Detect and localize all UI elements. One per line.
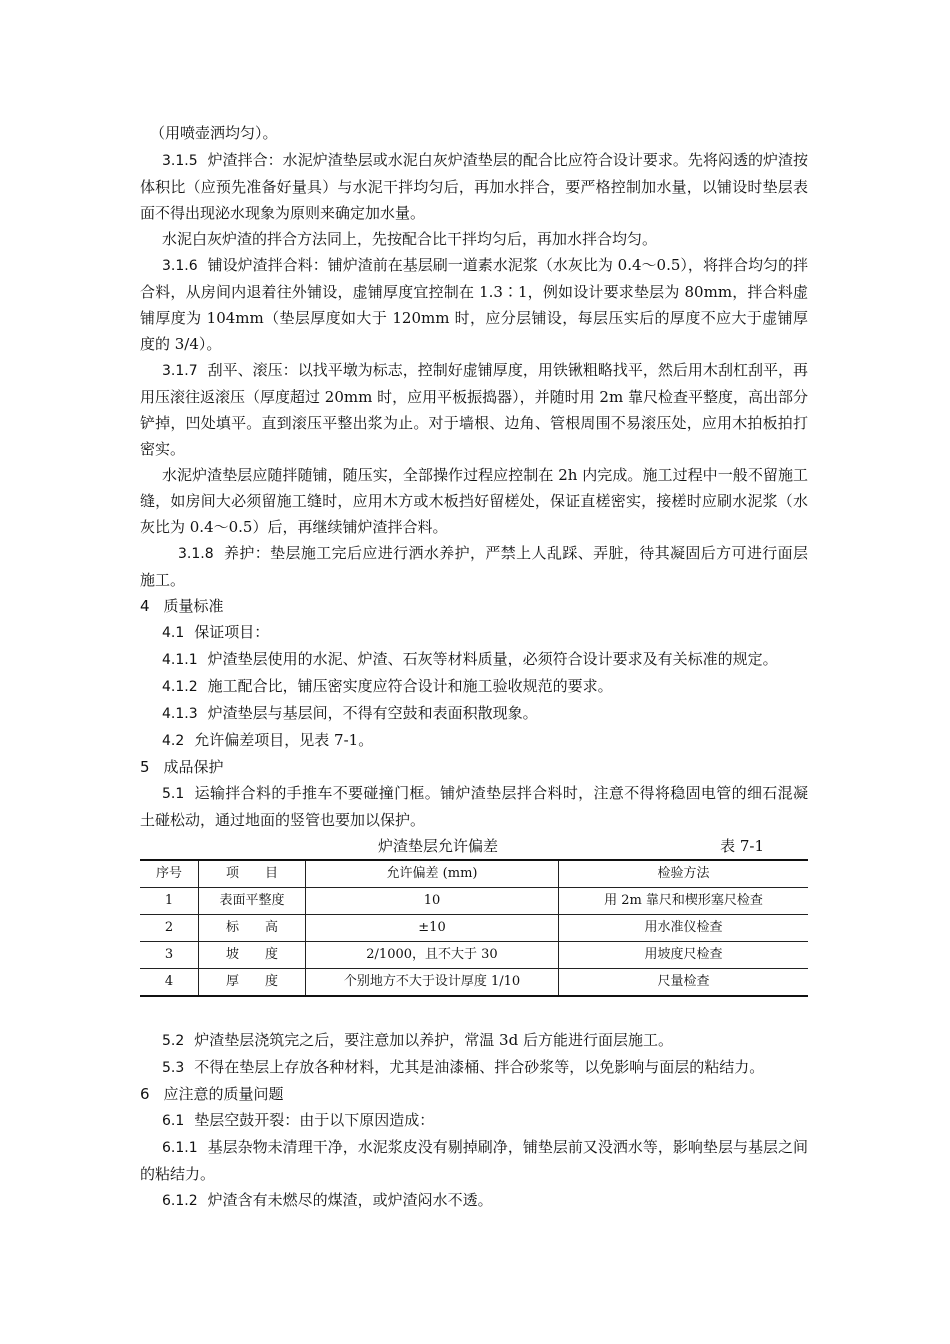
section-heading-4: 4 质量标准 (140, 597, 224, 615)
clause: 4.1.2 施工配合比，铺压密实度应符合设计和施工验收规范的要求。 (162, 677, 613, 695)
paragraph: （用喷壶洒均匀）。 (150, 124, 278, 142)
section-heading-6: 6 应注意的质量问题 (140, 1085, 284, 1103)
paragraph: 3.1.7 刮平、滚压：以找平墩为标志，控制好虚铺厚度，用铁锹粗略找平，然后用木刮杠刮平，再用压滚往返滚压（厚度超过 20mm 时，应用平板振捣器），并随时用 2m 靠尺检查平整度，高出部分铲掉，凹处填平。直到滚压平整出浆为止。对于墙根、边角、管根周围不易滚压处，应用木拍板拍打密实。 (140, 361, 808, 458)
table-row (140, 942, 808, 969)
paragraph: 水泥炉渣垫层应随拌随铺，随压实，全部操作过程应控制在 2h 内完成。施工过程中一般不留施工缝，如房间大必须留施工缝时，应用木方或木板挡好留槎处，保证直槎密实，接槎时应刷水泥浆（水灰比为 0.4～0.5）后，再继续铺炉渣拌合料。 (140, 466, 808, 536)
table-cell: 4 (140, 969, 199, 997)
clause: 5.2 炉渣垫层浇筑完之后，要注意加以养护，常温 3d 后方能进行面层施工。 (162, 1031, 673, 1049)
table-row (140, 915, 808, 942)
table-cell: 2/1000，且不大于 30 (306, 942, 559, 969)
table-row (140, 888, 808, 915)
table-cell: 表面平整度 (199, 888, 306, 915)
table-cell: 10 (306, 888, 559, 915)
table-cell: 3 (140, 942, 199, 969)
table-header-row (140, 860, 808, 888)
clause: 4.1 保证项目： (162, 623, 270, 641)
table-header: 允许偏差 (mm) (306, 860, 559, 888)
paragraph: 3.1.6 铺设炉渣拌合料：铺炉渣前在基层刷一道素水泥浆（水灰比为 0.4～0.5），将拌合均匀的拌合料，从房间内退着往外铺设，虚铺厚度宜控制在 1.3∶1，例如设计要求垫层为 80mm，拌合料虚铺厚度为 104mm（垫层厚度如大于 120mm 时，应分层铺设，每层压实后的厚度不应大于虚铺厚度的 3/4）。 (140, 256, 808, 353)
clause: 6.1.2 炉渣含有未燃尽的煤渣，或炉渣闷水不透。 (162, 1191, 493, 1209)
table-cell: 厚 度 (199, 969, 306, 997)
clause: 5.1 运输拌合料的手推车不要碰撞门框。铺炉渣垫层拌合料时，注意不得将稳固电管的细石混凝土碰松动，通过地面的竖管也要加以保护。 (140, 784, 808, 829)
section-heading-5: 5 成品保护 (140, 758, 224, 776)
table-cell: 个别地方不大于设计厚度 1/10 (306, 969, 559, 997)
clause: 6.1.1 基层杂物未清理干净，水泥浆皮没有剔掉刷净，铺垫层前又没洒水等，影响垫层与基层之间的粘结力。 (140, 1138, 808, 1183)
table-cell: 2 (140, 915, 199, 942)
table-title: 炉渣垫层允许偏差 (378, 837, 499, 855)
table-number: 表 7-1 (720, 837, 764, 855)
table-cell: 用水准仪检查 (559, 915, 809, 942)
table-cell: 1 (140, 888, 199, 915)
paragraph: 3.1.5 炉渣拌合：水泥炉渣垫层或水泥白灰炉渣垫层的配合比应符合设计要求。先将闷透的炉渣按体积比（应预先准备好量具）与水泥干拌均匀后，再加水拌合，要严格控制加水量，以铺设时垫层表面不得出现泌水现象为原则来确定加水量。 (140, 151, 808, 222)
clause: 5.3 不得在垫层上存放各种材料，尤其是油漆桶、拌合砂浆等，以免影响与面层的粘结力。 (162, 1058, 765, 1076)
tolerance-table (140, 859, 808, 997)
table-cell: ±10 (306, 915, 559, 942)
table-cell: 用 2m 靠尺和楔形塞尺检查 (559, 888, 809, 915)
clause: 6.1 垫层空鼓开裂：由于以下原因造成： (162, 1111, 435, 1129)
paragraph: 水泥白灰炉渣的拌合方法同上，先按配合比干拌均匀后，再加水拌合均匀。 (162, 230, 658, 248)
document-page (140, 120, 808, 1214)
clause: 4.1.1 炉渣垫层使用的水泥、炉渣、石灰等材料质量，必须符合设计要求及有关标准的规定。 (162, 650, 778, 668)
table-caption (140, 833, 808, 859)
table-cell: 坡 度 (199, 942, 306, 969)
table-header: 项 目 (199, 860, 306, 888)
paragraph: 3.1.8 养护：垫层施工完后应进行洒水养护，严禁上人乱踩、弄脏，待其凝固后方可进行面层施工。 (140, 544, 808, 589)
table-row (140, 969, 808, 997)
table-header: 检验方法 (559, 860, 809, 888)
table-header: 序号 (140, 860, 199, 888)
table-cell: 标 高 (199, 915, 306, 942)
table-cell: 用坡度尺检查 (559, 942, 809, 969)
clause: 4.1.3 炉渣垫层与基层间，不得有空鼓和表面积散现象。 (162, 704, 538, 722)
clause: 4.2 允许偏差项目，见表 7-1。 (162, 731, 374, 749)
paragraphs-top (140, 120, 808, 593)
table-cell: 尺量检查 (559, 969, 809, 997)
